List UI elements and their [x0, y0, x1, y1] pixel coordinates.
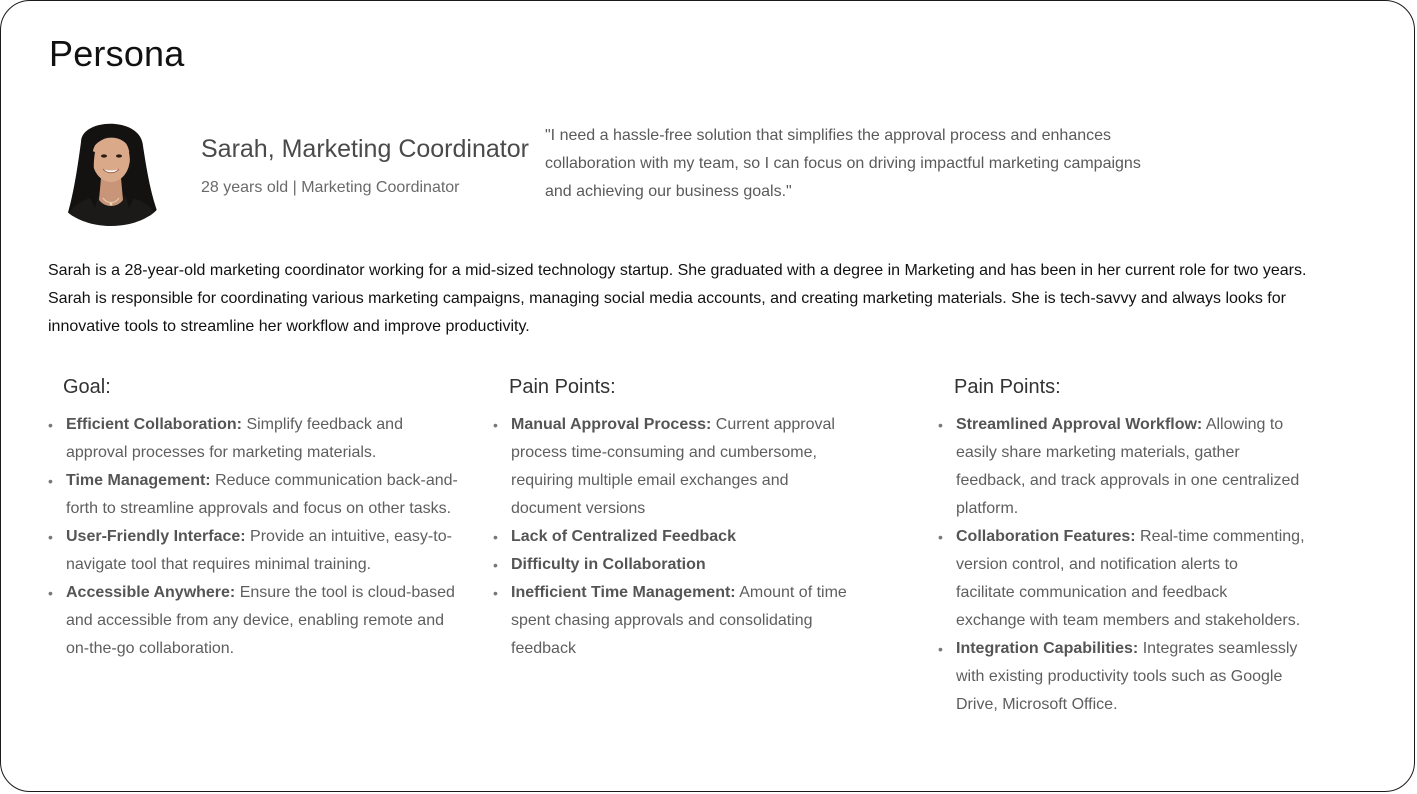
item-label: Integration Capabilities:: [956, 640, 1139, 657]
goals-column: [48, 373, 488, 663]
list-item: [48, 523, 488, 579]
bullet-icon: •: [938, 529, 943, 545]
solutions-column: [938, 373, 1358, 719]
item-label: User-Friendly Interface:: [66, 528, 246, 545]
item-line: platform.: [956, 500, 1019, 517]
item-line: [956, 523, 1358, 551]
list-item: [493, 551, 893, 579]
bio-line: Sarah is responsible for coordinating various marketing campaigns, managing social media accounts, and creating marketing materials. She is tech-savvy and always looks for: [48, 290, 1286, 307]
item-text: Simplify feedback and: [242, 416, 403, 433]
item-line: exchange with team members and stakeholders.: [956, 612, 1301, 629]
item-line: Drive, Microsoft Office.: [956, 696, 1118, 713]
item-label: Collaboration Features:: [956, 528, 1136, 545]
bullet-icon: •: [493, 417, 498, 433]
persona-avatar: [59, 112, 163, 226]
item-line: [511, 523, 893, 551]
pain-points-list: [493, 411, 893, 663]
item-line: and accessible from any device, enabling remote and: [66, 612, 444, 629]
item-line: [956, 411, 1358, 439]
persona-portrait-image: [59, 112, 163, 226]
item-text: Amount of time: [735, 584, 847, 601]
item-text: Provide an intuitive, easy-to-: [245, 528, 452, 545]
item-line: version control, and notification alerts to: [956, 556, 1238, 573]
item-line: spent chasing approvals and consolidating: [511, 612, 813, 629]
persona-bio: [48, 257, 1378, 341]
bullet-icon: •: [48, 417, 53, 433]
persona-quote: [545, 122, 1185, 206]
solutions-list: [938, 411, 1358, 719]
item-label: Streamlined Approval Workflow:: [956, 416, 1203, 433]
item-text: Real-time commenting,: [1135, 528, 1305, 545]
bullet-icon: •: [493, 529, 498, 545]
quote-line: "I need a hassle-free solution that simplifies the approval process and enhances: [545, 127, 1112, 144]
item-line: [66, 411, 488, 439]
item-label: Time Management:: [66, 472, 211, 489]
page-title: Persona: [49, 33, 185, 74]
bio-line: Sarah is a 28-year-old marketing coordinator working for a mid-sized technology startup. She graduated with a degree in Marketing and has been in her current role for two years.: [48, 262, 1307, 279]
persona-subtitle: 28 years old | Marketing Coordinator: [201, 179, 460, 196]
bio-line: innovative tools to streamline her workflow and improve productivity.: [48, 318, 530, 335]
pain-points-column: [493, 373, 893, 663]
item-label: Accessible Anywhere:: [66, 584, 236, 601]
item-text: Reduce communication back-and-: [210, 472, 458, 489]
bullet-icon: •: [938, 417, 943, 433]
bullet-icon: •: [493, 557, 498, 573]
list-item: [938, 523, 1358, 635]
bullet-icon: •: [48, 473, 53, 489]
item-line: process time-consuming and cumbersome,: [511, 444, 817, 461]
item-line: document versions: [511, 500, 646, 517]
list-item: [493, 523, 893, 551]
item-text: Current approval: [711, 416, 835, 433]
item-line: facilitate communication and feedback: [956, 584, 1228, 601]
item-line: navigate tool that requires minimal training.: [66, 556, 372, 573]
item-line: [511, 411, 893, 439]
pain-points-heading: Pain Points:: [509, 376, 616, 398]
list-item: [493, 411, 893, 523]
goals-list: [48, 411, 488, 663]
item-line: [66, 467, 488, 495]
solutions-heading: Pain Points:: [954, 376, 1061, 398]
list-item: [938, 635, 1358, 719]
item-label: Difficulty in Collaboration: [511, 556, 706, 573]
persona-name: Sarah, Marketing Coordinator: [201, 135, 529, 163]
item-text: Ensure the tool is cloud-based: [235, 584, 455, 601]
item-line: [511, 579, 893, 607]
list-item: [48, 579, 488, 663]
item-label: Manual Approval Process:: [511, 416, 712, 433]
item-line: approval processes for marketing materials.: [66, 444, 377, 461]
item-line: feedback, and track approvals in one centralized: [956, 472, 1300, 489]
item-line: forth to streamline approvals and focus on other tasks.: [66, 500, 452, 517]
item-label: Lack of Centralized Feedback: [511, 528, 736, 545]
item-text: Integrates seamlessly: [1138, 640, 1298, 657]
item-line: [511, 551, 893, 579]
item-line: feedback: [511, 640, 576, 657]
item-label: Inefficient Time Management:: [511, 584, 736, 601]
list-item: [938, 411, 1358, 523]
item-line: [66, 579, 488, 607]
item-line: with existing productivity tools such as Google: [956, 668, 1283, 685]
item-line: requiring multiple email exchanges and: [511, 472, 789, 489]
item-line: on-the-go collaboration.: [66, 640, 235, 657]
list-item: [493, 579, 893, 663]
item-line: easily share marketing materials, gather: [956, 444, 1240, 461]
quote-line: and achieving our business goals.": [545, 183, 792, 200]
item-line: [66, 523, 488, 551]
item-line: [956, 635, 1358, 663]
list-item: [48, 411, 488, 467]
goals-heading: Goal:: [63, 376, 111, 398]
item-text: Allowing to: [1202, 416, 1284, 433]
bullet-icon: •: [48, 585, 53, 601]
bullet-icon: •: [938, 641, 943, 657]
bullet-icon: •: [48, 529, 53, 545]
bullet-icon: •: [493, 585, 498, 601]
quote-line: collaboration with my team, so I can focus on driving impactful marketing campaigns: [545, 155, 1141, 172]
item-label: Efficient Collaboration:: [66, 416, 242, 433]
list-item: [48, 467, 488, 523]
